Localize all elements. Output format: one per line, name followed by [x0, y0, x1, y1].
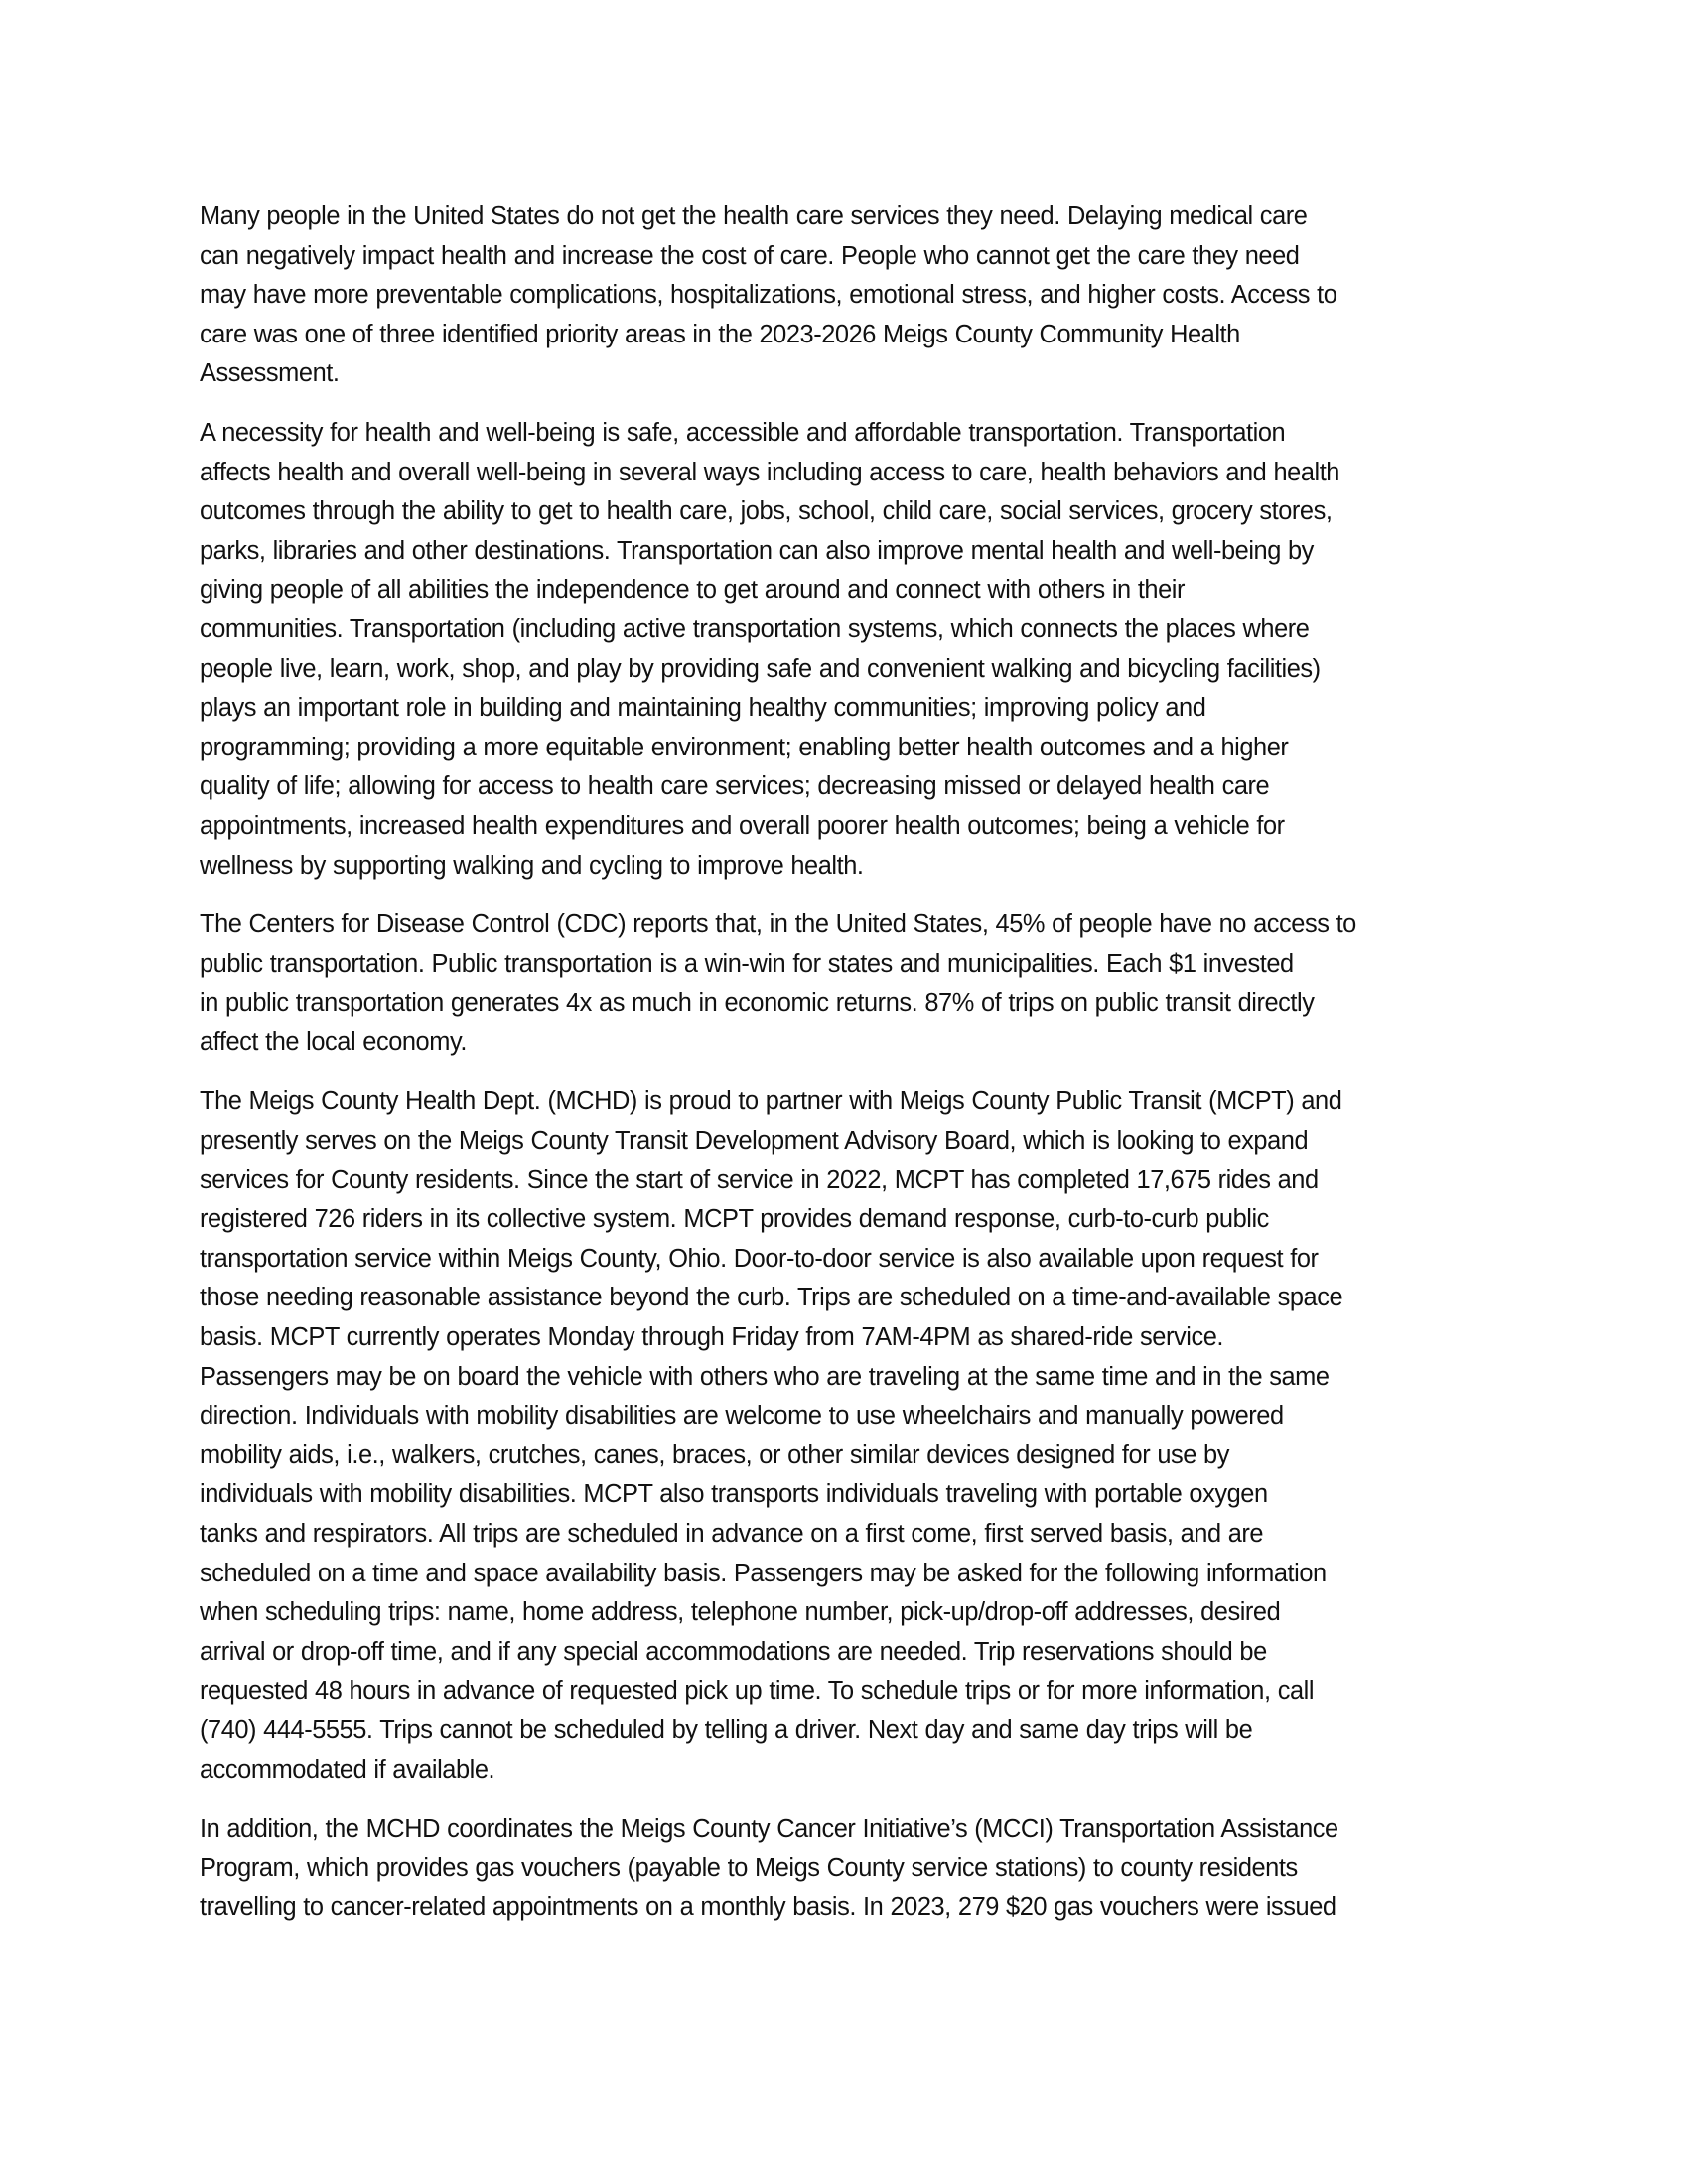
text-line: programming; providing a more equitable environment; enabling better health outcomes and a higher: [200, 733, 1289, 761]
text-line: affects health and overall well-being in several ways including access to care, health behaviors and health: [200, 458, 1339, 486]
paragraph-transportation-importance: [200, 414, 1490, 886]
text-line: services for County residents. Since the start of service in 2022, MCPT has completed 17,675 rides and: [200, 1165, 1319, 1194]
text-line: arrival or drop-off time, and if any special accommodations are needed. Trip reservations should be: [200, 1637, 1267, 1666]
text-line: requested 48 hours in advance of requested pick up time. To schedule trips or for more information, call: [200, 1677, 1315, 1706]
text-line: communities. Transportation (including active transportation systems, which connects the places where: [200, 614, 1310, 643]
text-line: affect the local economy.: [200, 1027, 467, 1056]
text-line: public transportation. Public transportation is a win-win for states and municipalities. Each $1 invested: [200, 949, 1294, 978]
paragraph-cdc-public-transportation: [200, 905, 1490, 1062]
text-line: individuals with mobility disabilities. MCPT also transports individuals traveling with portable oxygen: [200, 1480, 1268, 1509]
paragraph-mchd-mcpt-partnership: [200, 1082, 1490, 1790]
text-line: appointments, increased health expenditures and overall poorer health outcomes; being a vehicle for: [200, 811, 1285, 840]
text-line: A necessity for health and well-being is safe, accessible and affordable transportation. Transportation: [200, 418, 1286, 447]
text-line: can negatively impact health and increase the cost of care. People who cannot get the care they need: [200, 241, 1300, 270]
text-line: those needing reasonable assistance beyond the curb. Trips are scheduled on a time-and-available space: [200, 1284, 1343, 1312]
text-line: Assessment.: [200, 359, 340, 388]
text-line: direction. Individuals with mobility disabilities are welcome to use wheelchairs and manually powered: [200, 1402, 1284, 1431]
text-line: basis. MCPT currently operates Monday through Friday from 7AM-4PM as shared-ride service.: [200, 1323, 1223, 1352]
text-line: Many people in the United States do not get the health care services they need. Delaying medical care: [200, 203, 1308, 230]
text-line: travelling to cancer-related appointments on a monthly basis. In 2023, 279 $20 gas vouchers were issued: [200, 1893, 1336, 1922]
paragraph-access-to-care: [200, 198, 1490, 394]
text-line: care was one of three identified priority areas in the 2023-2026 Meigs County Community Health: [200, 320, 1240, 348]
text-line: scheduled on a time and space availability basis. Passengers may be asked for the following information: [200, 1559, 1327, 1587]
text-line: giving people of all abilities the independence to get around and connect with others in their: [200, 576, 1185, 605]
text-line: quality of life; allowing for access to health care services; decreasing missed or delayed health care: [200, 772, 1270, 801]
text-line: transportation service within Meigs County, Ohio. Door-to-door service is also available upon request for: [200, 1244, 1319, 1273]
document-body: [200, 198, 1490, 1948]
text-line: Program, which provides gas vouchers (payable to Meigs County service stations) to county residents: [200, 1853, 1298, 1882]
text-line: (740) 444-5555. Trips cannot be scheduled by telling a driver. Next day and same day trips will be: [200, 1715, 1253, 1744]
text-line: Passengers may be on board the vehicle with others who are traveling at the same time and in the same: [200, 1362, 1330, 1391]
text-line: presently serves on the Meigs County Transit Development Advisory Board, which is looking to expand: [200, 1127, 1309, 1156]
text-line: plays an important role in building and maintaining healthy communities; improving policy and: [200, 694, 1206, 723]
text-line: outcomes through the ability to get to health care, jobs, school, child care, social services, grocery stores,: [200, 497, 1333, 526]
text-line: The Centers for Disease Control (CDC) reports that, in the United States, 45% of people have no access to: [200, 910, 1356, 939]
text-line: The Meigs County Health Dept. (MCHD) is proud to partner with Meigs County Public Transit (MCPT) and: [200, 1087, 1342, 1116]
text-line: tanks and respirators. All trips are scheduled in advance on a first come, first served basis, and are: [200, 1520, 1264, 1548]
text-line: in public transportation generates 4x as much in economic returns. 87% of trips on public transit directly: [200, 989, 1315, 1018]
text-line: accommodated if available.: [200, 1755, 495, 1784]
text-line: may have more preventable complications, hospitalizations, emotional stress, and higher costs. Access to: [200, 281, 1337, 310]
text-line: when scheduling trips: name, home address, telephone number, pick-up/drop-off addresses, desired: [200, 1598, 1281, 1627]
text-line: mobility aids, i.e., walkers, crutches, canes, braces, or other similar devices designed for use by: [200, 1440, 1229, 1469]
text-line: In addition, the MCHD coordinates the Meigs County Cancer Initiative’s (MCCI) Transportation Assistance: [200, 1815, 1338, 1843]
text-line: people live, learn, work, shop, and play by providing safe and convenient walking and bicycling facilities): [200, 654, 1321, 683]
text-line: parks, libraries and other destinations. Transportation can also improve mental health and well-being by: [200, 536, 1314, 565]
paragraph-mcci-gas-vouchers: [200, 1810, 1490, 1928]
text-line: wellness by supporting walking and cycling to improve health.: [200, 851, 864, 880]
text-line: registered 726 riders in its collective system. MCPT provides demand response, curb-to-curb public: [200, 1205, 1269, 1234]
